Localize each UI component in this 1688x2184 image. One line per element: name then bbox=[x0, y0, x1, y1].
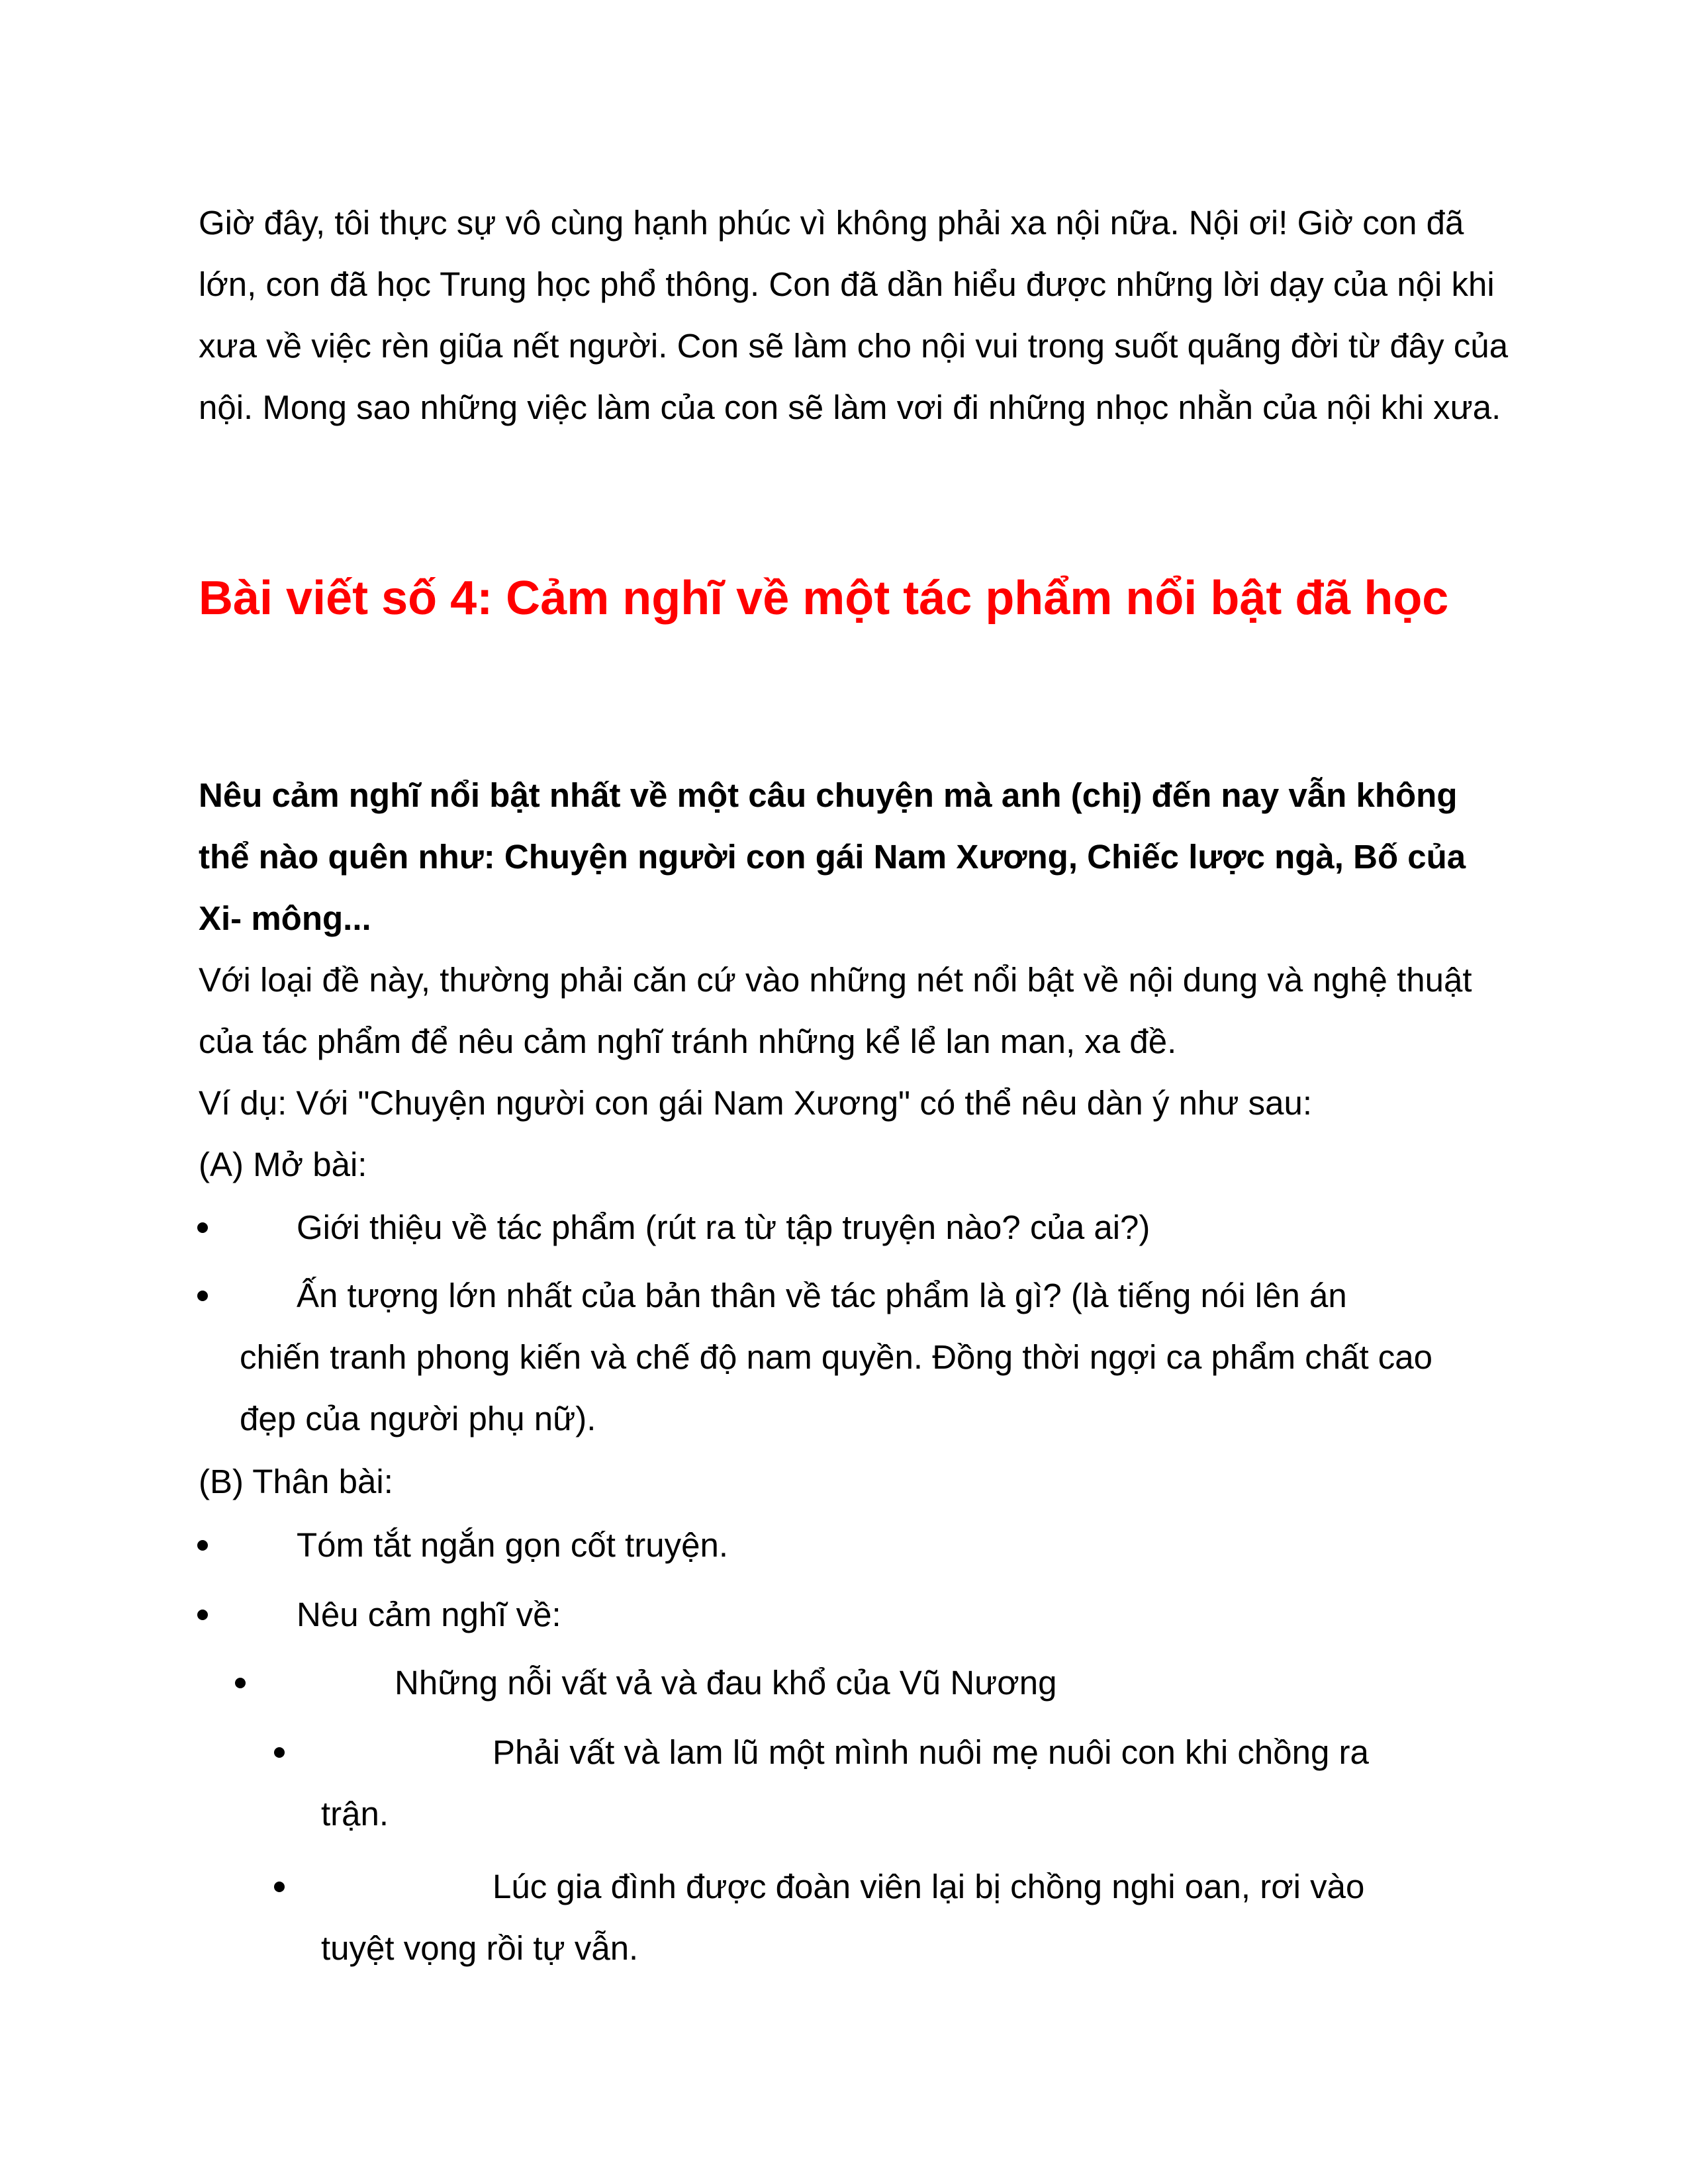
intro-paragraph: Giờ đây, tôi thực sự vô cùng hạnh phúc vì không phải xa nội nữa. Nội ơi! Giờ con đã lớn, con đã học Trung học phổ thông. Con đã dần hiểu được những lời dạy của nội khi xưa về việc rèn giũa nết người. Con sẽ làm cho nội vui trong suốt quãng đời từ đây của nội. Mong sao những việc làm của con sẽ làm vơi đi những nhọc nhằn của nội khi xưa. bbox=[199, 204, 1509, 426]
list-item: Nêu cảm nghĩ về: bbox=[297, 1596, 561, 1633]
list-item: Tóm tắt ngắn gọn cốt truyện. bbox=[297, 1526, 729, 1564]
bullet-icon bbox=[274, 1747, 285, 1758]
bullet-icon bbox=[197, 1291, 208, 1301]
list-item: Ấn tượng lớn nhất của bản thân về tác phẩm là gì? (là tiếng nói lên án bbox=[297, 1277, 1347, 1314]
sub-list-item: Những nỗi vất vả và đau khổ của Vũ Nương bbox=[395, 1664, 1057, 1702]
section-heading: Bài viết số 4: Cảm nghĩ về một tác phẩm nổi bật đã học bbox=[199, 572, 1449, 625]
bullet-icon bbox=[197, 1540, 208, 1551]
sub-sub-list-item: Lúc gia đình được đoàn viên lại bị chồng nghi oan, rơi vào bbox=[492, 1868, 1365, 1905]
instruction-paragraph: Với loại đề này, thường phải căn cứ vào những nét nổi bật về nội dung và nghệ thuật của tác phẩm để nêu cảm nghĩ tránh những kể lể lan man, xa đề. bbox=[199, 961, 1472, 1060]
list-item-continuation: chiến tranh phong kiến và chế độ nam quyền. Đồng thời ngợi ca phẩm chất cao đẹp của người phụ nữ). bbox=[240, 1338, 1433, 1437]
bullet-icon bbox=[197, 1610, 208, 1620]
bullet-icon bbox=[197, 1222, 208, 1233]
essay-question: Nêu cảm nghĩ nổi bật nhất về một câu chuyện mà anh (chị) đến nay vẫn không thể nào quên như: Chuyện người con gái Nam Xương, Chiếc lược ngà, Bố của Xi- mông... bbox=[199, 776, 1466, 937]
bullet-icon bbox=[235, 1678, 246, 1688]
sub-sub-list-item: Phải vất và lam lũ một mình nuôi mẹ nuôi con khi chồng ra bbox=[492, 1733, 1369, 1771]
example-intro: Ví dụ: Với "Chuyện người con gái Nam Xương" có thể nêu dàn ý như sau: bbox=[199, 1084, 1313, 1122]
section-b-label: (B) Thân bài: bbox=[199, 1463, 393, 1500]
section-a-label: (A) Mở bài: bbox=[199, 1146, 367, 1183]
list-item: Giới thiệu về tác phẩm (rút ra từ tập truyện nào? của ai?) bbox=[297, 1208, 1150, 1246]
sub-sub-list-item-continuation: tuyệt vọng rồi tự vẫn. bbox=[321, 1929, 639, 1967]
bullet-icon bbox=[274, 1882, 285, 1892]
sub-sub-list-item-continuation: trận. bbox=[321, 1795, 389, 1833]
